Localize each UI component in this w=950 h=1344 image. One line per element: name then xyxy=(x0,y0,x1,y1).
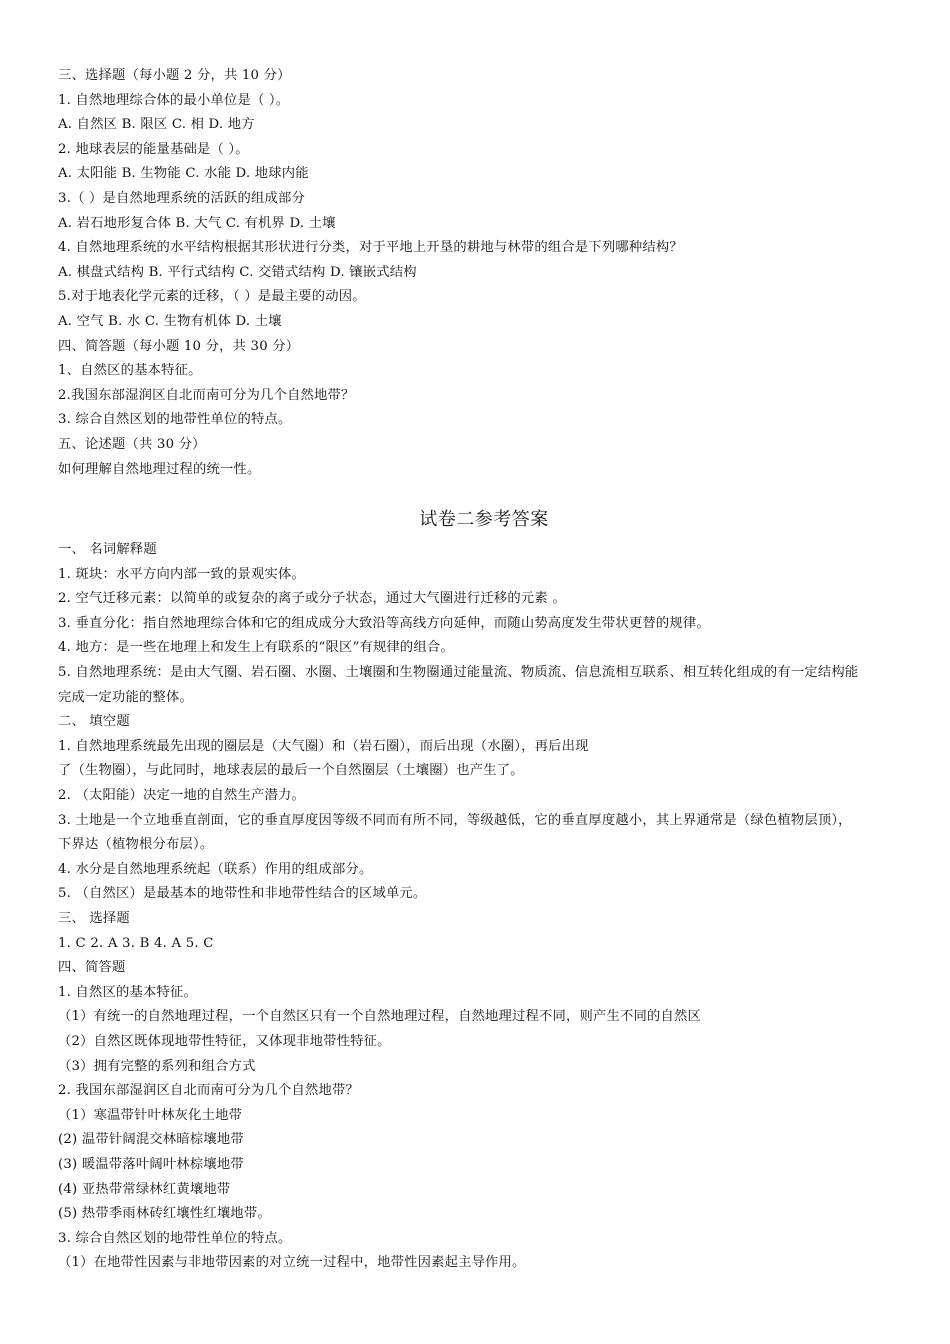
answer-line: 1. 自然区的基本特征。 xyxy=(58,984,197,1000)
answer-line: （1）在地带性因素与非地带因素的对立统一过程中，地带性因素起主导作用。 xyxy=(58,1255,526,1271)
answer-line: （2）自然区既体现地带性特征，又体现非地带性特征。 xyxy=(58,1033,391,1049)
answer-line: 3. 综合自然区划的地带性单位的特点。 xyxy=(58,1230,292,1246)
option-line: A. 棋盘式结构 B. 平行式结构 C. 交错式结构 D. 镶嵌式结构 xyxy=(58,264,417,280)
question-line: 4. 自然地理系统的水平结构根据其形状进行分类，对于平地上开垦的耕地与林带的组合是下列哪种结构？ xyxy=(58,240,683,256)
answer-line: (4) 亚热带常绿林红黄壤地带 xyxy=(58,1181,231,1197)
question-line: 5.对于地表化学元素的迁移，（ ）是最主要的动因。 xyxy=(58,289,366,305)
question-line: 2.我国东部湿润区自北而南可分为几个自然地带？ xyxy=(58,387,355,403)
answer-line: （1）有统一的自然地理过程，一个自然区只有一个自然地理过程，自然地理过程不同，则产生不同的自然区 xyxy=(58,1009,702,1025)
section-heading-essay: 五、论述题（共 30 分） xyxy=(58,436,206,452)
question-line: 1. 自然地理综合体的最小单位是（ ）。 xyxy=(58,92,290,108)
answer-line: 下界达（植物根分布层）。 xyxy=(58,837,214,853)
answer-line: 2. 空气迁移元素：以简单的或复杂的离子或分子状态，通过大气圈进行迁移的元素 。 xyxy=(58,591,566,607)
question-line: 2. 地球表层的能量基础是（ ）。 xyxy=(58,141,249,157)
answer-line: (5) 热带季雨林砖红壤性红壤地带。 xyxy=(58,1206,271,1222)
answer-line: 1. 自然地理系统最先出现的圈层是（大气圈）和（岩石圈），而后出现（水圈），再后出现 xyxy=(58,738,589,754)
answer-line: (2) 温带针阔混交林暗棕壤地带 xyxy=(58,1132,244,1148)
answer-line: 1. 斑块：水平方向内部一致的景观实体。 xyxy=(58,566,305,582)
answer-key-section xyxy=(58,538,910,1276)
question-line: 1、自然区的基本特征。 xyxy=(58,363,202,379)
answer-line: 1. C 2. A 3. B 4. A 5. C xyxy=(58,935,214,951)
answer-line: 4. 地方：是一些在地理上和发生上有联系的“限区”有规律的组合。 xyxy=(58,640,454,656)
answer-line: 2. 我国东部湿润区自北而南可分为几个自然地带？ xyxy=(58,1083,359,1099)
answer-line: 2. （太阳能）决定一地的自然生产潜力。 xyxy=(58,788,305,804)
option-line: A. 岩石地形复合体 B. 大气 C. 有机界 D. 土壤 xyxy=(58,215,336,231)
option-line: A. 空气 B. 水 C. 生物有机体 D. 土壤 xyxy=(58,313,282,329)
spacer xyxy=(58,482,910,504)
answer-line: 3. 垂直分化：指自然地理综合体和它的组成成分大致沿等高线方向延伸，而随山势高度发生带状更替的规律。 xyxy=(58,615,710,631)
answer-line: 了（生物圈），与此同时，地球表层的最后一个自然圈层（土壤圈）也产生了。 xyxy=(58,763,524,779)
document-body xyxy=(58,64,910,1276)
answer-line: 完成一定功能的整体。 xyxy=(58,689,193,705)
answer-line: （3）拥有完整的系列和组合方式 xyxy=(58,1058,256,1074)
section-heading-fill: 二、 填空题 xyxy=(58,714,130,730)
option-line: A. 自然区 B. 限区 C. 相 D. 地方 xyxy=(58,117,255,133)
question-line: 如何理解自然地理过程的统一性。 xyxy=(58,461,261,477)
question-line: 3.（ ）是自然地理系统的活跃的组成部分 xyxy=(58,190,305,206)
section-heading-choice: 三、选择题（每小题 2 分，共 10 分） xyxy=(58,68,291,83)
section-heading-choice-answers: 三、 选择题 xyxy=(58,911,130,926)
section-heading-terms: 一、 名词解释题 xyxy=(58,542,157,558)
answer-line: 3. 土地是一个立地垂直剖面，它的垂直厚度因等级不同而有所不同，等级越低，它的垂直厚度越小，其上界通常是（绿色植物层顶）， xyxy=(58,812,852,828)
answer-line: 5. （自然区）是最基本的地带性和非地带性结合的区域单元。 xyxy=(58,886,427,902)
exam-questions-section xyxy=(58,64,910,482)
section-heading-short-answers: 四、简答题 xyxy=(58,960,126,976)
option-line: A. 太阳能 B. 生物能 C. 水能 D. 地球内能 xyxy=(58,166,309,182)
answer-line: 5. 自然地理系统：是由大气圈、岩石圈、水圈、土壤圈和生物圈通过能量流、物质流、信息流相互联系、相互转化组成的有一定结构能 xyxy=(58,665,859,681)
answer-key-title: 试卷二参考答案 xyxy=(419,509,549,531)
answer-line: (3) 暖温带落叶阔叶林棕壤地带 xyxy=(58,1156,244,1172)
section-heading-short-answer: 四、简答题（每小题 10 分，共 30 分） xyxy=(58,338,300,354)
answer-line: 4. 水分是自然地理系统起（联系）作用的组成部分。 xyxy=(58,861,373,877)
question-line: 3. 综合自然区划的地带性单位的特点。 xyxy=(58,412,292,428)
answer-line: （1）寒温带针叶林灰化土地带 xyxy=(58,1107,243,1123)
